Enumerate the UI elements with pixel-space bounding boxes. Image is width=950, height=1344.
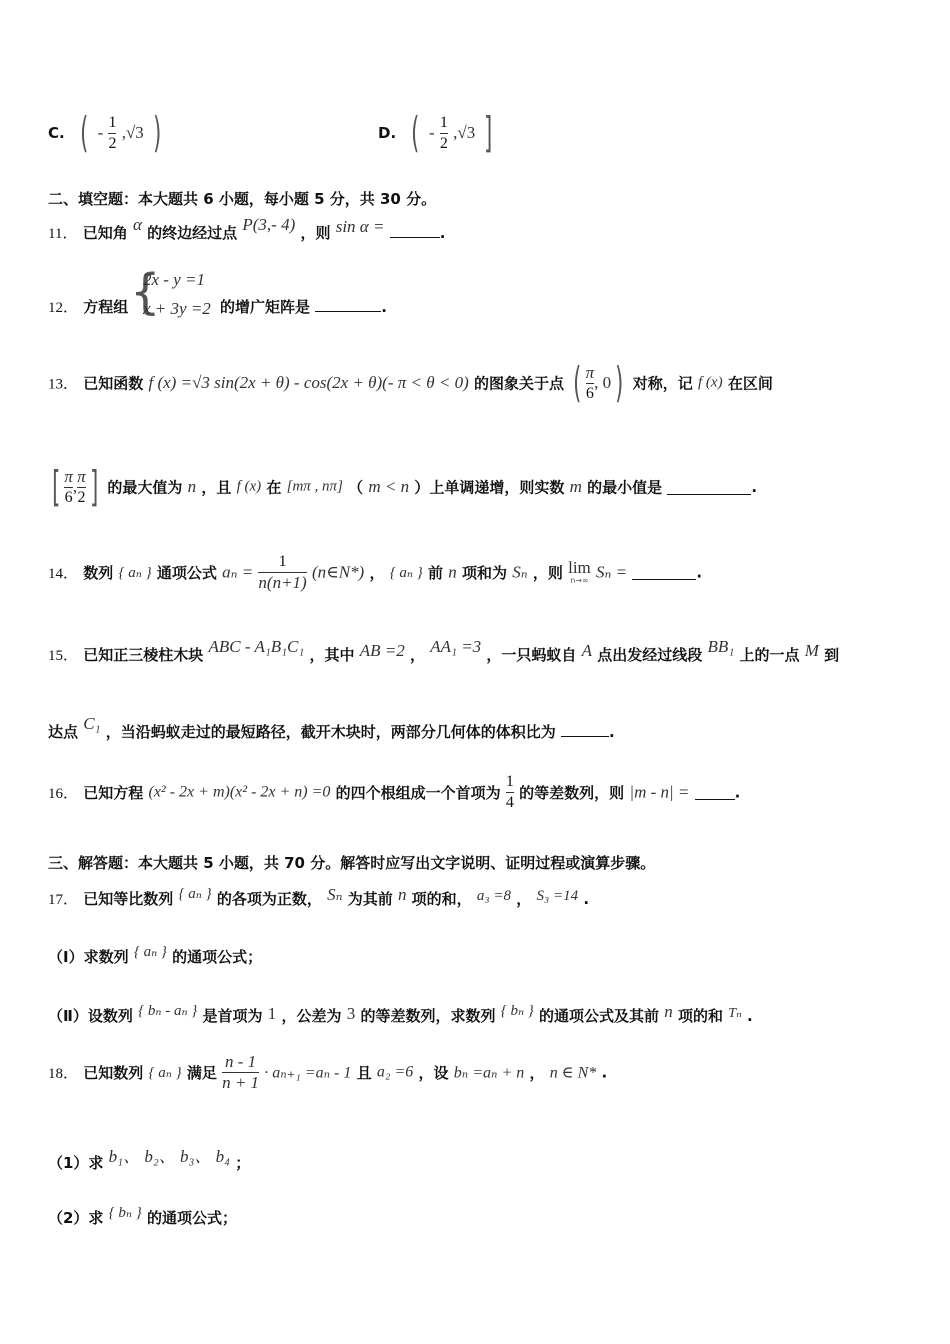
option-c-rest: ,√3: [121, 123, 144, 142]
q17-p2-tn: Tₙ: [728, 1006, 742, 1021]
q15-line2a: 达点: [48, 723, 79, 741]
q17-sn: Sₙ: [327, 885, 343, 904]
option-c-minus: -: [97, 123, 104, 142]
q14-condition: (n∈N*): [311, 562, 365, 582]
q17-p2-text3: 的等差数列，求数列: [360, 1007, 496, 1025]
q11-expression: sin α =: [335, 217, 385, 236]
q15-bb1: BB₁: [707, 637, 735, 656]
q15-text6: 到: [824, 646, 840, 664]
q11-text2: 的终边经过点: [147, 224, 238, 242]
q13-int-num2: π: [77, 466, 86, 486]
question-16: [48, 772, 740, 813]
q11-answer-blank[interactable]: [390, 223, 440, 238]
q18-end: .: [601, 1063, 608, 1082]
q14-number: 14．: [48, 566, 79, 582]
q13-point-fraction: [586, 363, 595, 404]
q13-right-bracket: ]: [89, 462, 98, 511]
q14-sn: Sₙ: [512, 562, 528, 582]
option-d: [378, 108, 497, 157]
q13-end: .: [751, 478, 758, 496]
q15-text1: 已知正三棱柱木块: [83, 646, 204, 664]
q11-text3: ，则: [300, 224, 331, 242]
option-c-numerator: 1: [108, 113, 116, 134]
option-d-right-bracket: ]: [484, 108, 493, 157]
q17-p2-n: n: [664, 1002, 673, 1021]
q17-p2-three: 3: [346, 1004, 356, 1023]
q16-denominator: 4: [505, 794, 514, 811]
option-d-fraction: [440, 113, 448, 154]
q12-end: .: [381, 298, 387, 316]
q17-p1-sequence: { aₙ }: [133, 944, 167, 960]
q18-condition: n ∈ N*: [549, 1064, 597, 1082]
q15-text3: ，一只蚂蚁自: [486, 646, 577, 664]
q15-a: A: [581, 641, 593, 660]
q12-equation-1: 2x - y =1: [143, 270, 205, 289]
q14-limit: [568, 557, 591, 586]
q14-lim-sub: n→∞: [570, 575, 589, 585]
q13-right-paren: ): [615, 358, 624, 407]
q14-lim-sn: Sₙ =: [596, 562, 628, 582]
option-c-denominator: 2: [108, 134, 117, 152]
q13-text5: 的最大值为: [107, 478, 183, 497]
q14-sequence: { aₙ }: [118, 565, 152, 581]
q15-line2b: ，当沿蚂蚁走过的最短路径，截开木块时，两部分几何体的体积比为: [105, 723, 556, 741]
question-13-line2: [48, 462, 758, 511]
q17-p1-label: （Ⅰ）求数列: [48, 948, 129, 966]
q16-number: 16．: [48, 786, 79, 802]
q17-text3: 为其前: [347, 890, 393, 908]
q13-left-bracket: [: [52, 462, 61, 511]
q17-sep: ，: [516, 890, 532, 908]
question-12-tail: [220, 296, 387, 317]
q13-text10: 的最小值是: [587, 478, 663, 497]
q17-p2-sequence-2: { bₙ }: [500, 1003, 534, 1019]
q13-point-numerator: π: [585, 362, 595, 382]
q15-answer-blank[interactable]: [561, 722, 609, 737]
q15-text4: 点出发经过线段: [597, 646, 703, 664]
q14-text1: 数列: [83, 564, 114, 582]
q13-interval-frac1: [64, 467, 73, 508]
q16-numerator: 1: [506, 772, 514, 793]
q18-p2-sequence: { bₙ }: [108, 1205, 142, 1221]
q17-p2-text1: 是首项为: [202, 1007, 263, 1025]
q18-text2: 满足: [186, 1064, 217, 1082]
q17-p2-one: 1: [267, 1004, 277, 1023]
q17-text4: 项的和，: [411, 890, 472, 908]
q13-fx: f (x): [698, 374, 723, 391]
q13-int-num1: π: [64, 466, 73, 486]
q13-m: m: [569, 477, 582, 496]
q17-sequence: { aₙ }: [178, 886, 212, 902]
question-14: [48, 552, 702, 593]
option-c: [48, 108, 165, 157]
q13-int-den1: 6: [64, 488, 73, 506]
question-17: [48, 885, 590, 909]
option-d-minus: -: [429, 123, 435, 142]
q18-p2-label: （2）求: [48, 1209, 104, 1227]
question-18-part1: [48, 1148, 250, 1173]
q13-text7: 在: [266, 478, 282, 497]
q17-number: 17．: [48, 892, 79, 908]
q11-point: P(3,- 4): [242, 215, 296, 234]
option-d-denominator: 2: [439, 134, 448, 152]
q15-text5: 上的一点: [739, 646, 800, 664]
q13-text9: ）上单调递增，则实数: [414, 478, 565, 497]
q11-text1: 已知角: [82, 224, 128, 242]
q14-n: n: [448, 562, 457, 582]
q16-text2: 的四个根组成一个首项为: [335, 784, 501, 802]
q13-fx2: f (x): [236, 478, 262, 495]
q13-point-rest: , 0: [594, 373, 612, 392]
q18-fraction: [222, 1052, 259, 1093]
question-17-part2: [48, 1002, 753, 1026]
q13-interval: [mπ , nπ]: [286, 478, 343, 495]
q13-int-den2: 2: [77, 488, 86, 506]
q13-text1: 已知函数: [83, 374, 144, 393]
q13-text8: （: [348, 478, 364, 497]
q12-number: 12．: [48, 300, 79, 316]
q14-sequence-2: { aₙ }: [389, 565, 423, 581]
q13-interval-frac2: [77, 467, 86, 508]
q18-numerator: n - 1: [222, 1052, 259, 1073]
q18-sequence: { aₙ }: [148, 1065, 182, 1081]
q18-p2-text: 的通项公式；: [146, 1209, 237, 1227]
option-d-rest: ,√3: [453, 123, 476, 142]
q13-text2: 的图象关于点: [473, 374, 564, 393]
option-c-fraction: [108, 113, 116, 154]
q12-equation-2: x + 3y =2: [143, 299, 211, 318]
option-c-label: C.: [48, 124, 65, 142]
q13-point-denominator: 6: [585, 384, 594, 402]
q14-numerator: 1: [258, 552, 306, 573]
q13-text4: 在区间: [727, 374, 773, 393]
q18-text1: 已知数列: [83, 1064, 144, 1082]
option-c-left-paren: (: [80, 108, 89, 157]
section-2-heading: 二、填空题：本大题共 6 小题，每小题 5 分，共 30 分。: [48, 190, 437, 208]
q17-text2: 的各项为正数，: [216, 890, 322, 908]
q16-text3: 的等差数列，则: [519, 784, 625, 802]
q18-number: 18．: [48, 1066, 79, 1082]
q17-p2-text4: 的通项公式及其前: [539, 1007, 660, 1025]
section-3-heading: 三、解答题：本大题共 5 小题，共 70 分。解答时应写出文字说明、证明过程或演算步骤。: [48, 854, 656, 872]
q17-text1: 已知等比数列: [83, 890, 174, 908]
q14-text3: ，: [369, 564, 385, 582]
q13-answer-blank[interactable]: [667, 480, 751, 495]
q18-p1-label: （1）求: [48, 1154, 104, 1172]
question-18: [48, 1052, 607, 1093]
q18-denominator: n + 1: [222, 1073, 260, 1092]
q17-p2-text2: ，公差为: [281, 1007, 342, 1025]
q17-n: n: [397, 885, 407, 904]
q14-end: .: [696, 563, 703, 582]
q14-fraction: [258, 552, 306, 593]
q12-text2: 的增广矩阵是: [220, 298, 311, 316]
q17-a3: a₃ =8: [476, 888, 512, 904]
q17-p1-text: 的通项公式；: [172, 948, 263, 966]
q17-p2-text5: 项的和: [678, 1007, 724, 1025]
q18-p1-end: ；: [235, 1154, 251, 1172]
q11-end: .: [439, 224, 446, 242]
q12-brace: {: [130, 264, 161, 320]
q14-lim: lim: [568, 557, 591, 577]
question-18-part2: [48, 1207, 237, 1228]
question-15: [48, 637, 840, 665]
q15-m: M: [804, 641, 819, 660]
q15-ab: AB =2: [359, 641, 405, 660]
q18-relation: · aₙ₊₁ =aₙ - 1: [264, 1064, 352, 1082]
q16-end: .: [734, 783, 741, 802]
question-12: [48, 296, 128, 317]
q13-text6: ，且: [201, 478, 232, 497]
question-13: [48, 358, 773, 407]
q18-p1-expression: b₁、 b₂、 b₃、 b₄: [108, 1147, 231, 1166]
q14-answer-blank[interactable]: [632, 565, 696, 580]
q17-s3: S₃ =14: [536, 888, 579, 904]
q13-condition: m < n: [368, 477, 410, 496]
q17-p2-label: （Ⅱ）设数列: [48, 1007, 133, 1025]
q15-number: 15．: [48, 648, 79, 664]
q15-prism: ABC - A₁B₁C₁: [208, 637, 305, 656]
q15-aa1: AA₁ =3: [430, 637, 482, 656]
question-17-part1: [48, 946, 262, 967]
q14-text2: 通项公式: [156, 564, 217, 582]
q16-equation: (x² - 2x + m)(x² - 2x + n) =0: [148, 783, 331, 801]
q16-expression: |m - n| =: [629, 782, 690, 802]
option-d-numerator: 1: [440, 113, 448, 134]
option-d-left-paren: (: [411, 108, 420, 157]
q13-left-paren: (: [573, 358, 582, 407]
q18-sep: ，: [529, 1064, 545, 1082]
q12-answer-blank[interactable]: [315, 297, 381, 312]
q13-number: 13．: [48, 376, 79, 393]
q15-sep: ，: [410, 646, 426, 664]
q12-text1: 方程组: [83, 298, 129, 316]
option-c-right-paren: ): [153, 108, 162, 157]
q15-text2: ，其中: [309, 646, 355, 664]
q16-answer-blank[interactable]: [695, 785, 735, 800]
q14-text6: ，则: [532, 564, 563, 582]
q15-c1: C₁: [83, 714, 101, 733]
question-15-line2: [48, 714, 615, 742]
q13-int-comma: ,: [72, 477, 78, 496]
q18-text4: ，设: [418, 1064, 449, 1082]
q14-denominator: n(n+1): [258, 573, 307, 592]
q14-an: aₙ =: [222, 562, 254, 582]
q16-text1: 已知方程: [83, 784, 144, 802]
q18-text3: 且: [356, 1064, 372, 1082]
q18-bn: bₙ =aₙ + n: [453, 1064, 525, 1082]
option-d-label: D.: [378, 124, 397, 142]
q11-alpha: α: [132, 215, 142, 234]
q14-text5: 项和为: [461, 564, 507, 582]
q11-number: 11．: [48, 226, 78, 242]
q17-p2-sequence: { bₙ - aₙ }: [138, 1003, 198, 1019]
q17-p2-end: .: [746, 1007, 753, 1025]
q13-text3: 对称，记: [632, 374, 693, 393]
q17-end: .: [583, 890, 590, 908]
q16-fraction: [506, 772, 514, 813]
q14-text4: 前: [428, 564, 444, 582]
question-11: [48, 215, 446, 243]
q13-n: n: [187, 477, 197, 496]
q13-function: f (x) =√3 sin(2x + θ) - cos(2x + θ)(- π < θ < 0): [148, 373, 469, 392]
q18-a2: a₂ =6: [376, 1063, 414, 1081]
q15-end: .: [608, 723, 615, 741]
